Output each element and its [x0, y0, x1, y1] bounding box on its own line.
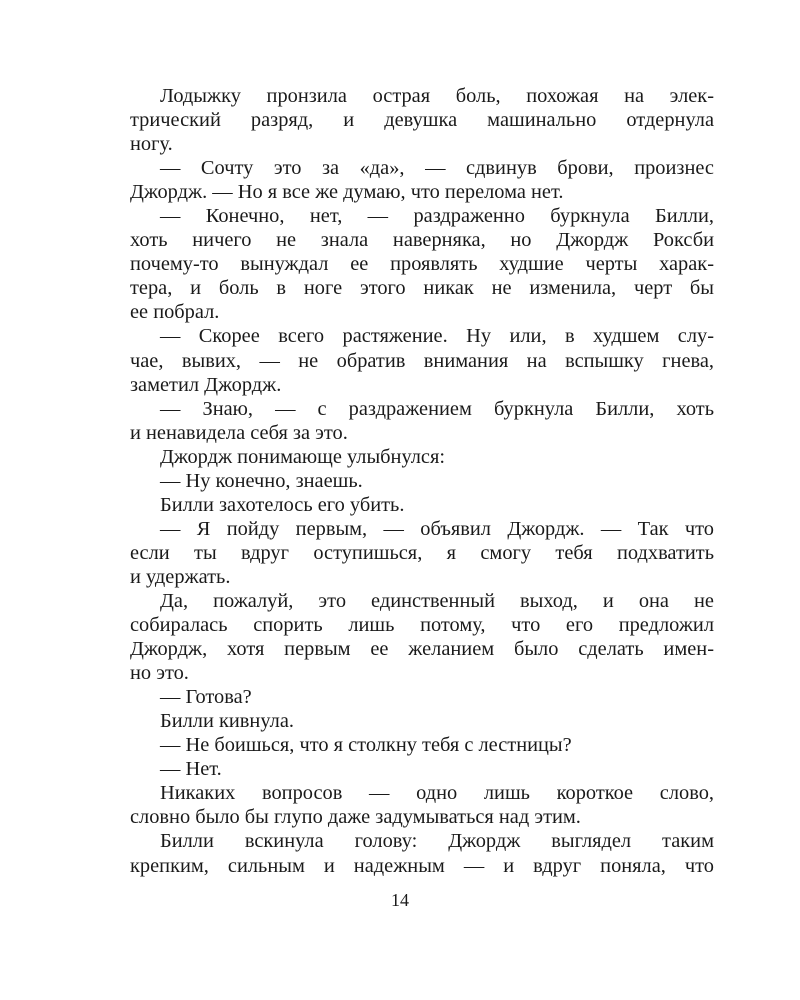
body-text — [130, 84, 714, 878]
text-line: Да, пожалуй, это единственный выход, и она не — [160, 589, 714, 612]
text-line: Джордж, хотя первым ее желанием было сделать имен- — [130, 638, 714, 661]
text-line: Джордж. — Но я все же думаю, что перелома нет. — [130, 181, 564, 204]
text-line: — Я пойду первым, — объявил Джордж. — Так что — [160, 517, 714, 540]
text-line: — Готова? — [160, 686, 252, 709]
text-line: но это. — [130, 662, 189, 685]
text-line: чае, вывих, — не обратив внимания на вспышку гнева, — [130, 349, 714, 372]
text-line: и удержать. — [130, 565, 231, 588]
text-line: трический разряд, и девушка машинально отдернула — [130, 109, 714, 132]
text-line: крепким, сильным и надежным — и вдруг поняла, что — [130, 854, 714, 877]
text-line: почему-то вынуждал ее проявлять худшие черты харак- — [130, 253, 714, 276]
text-line: собиралась спорить лишь потому, что его предложил — [130, 614, 714, 637]
text-line: — Скорее всего растяжение. Ну или, в худшем слу- — [160, 325, 714, 348]
text-line: — Конечно, нет, — раздраженно буркнула Билли, — [160, 205, 714, 228]
text-line: Лодыжку пронзила острая боль, похожая на элек- — [160, 85, 714, 107]
text-line: — Сочту это за «да», — сдвинув брови, произнес — [160, 157, 714, 180]
text-line: — Ну конечно, знаешь. — [160, 469, 363, 492]
text-line: тера, и боль в ноге этого никак не изменила, черт бы — [130, 277, 714, 300]
text-line: Билли кивнула. — [160, 710, 294, 733]
page-number: 14 — [391, 890, 409, 910]
text-line: заметил Джордж. — [130, 373, 282, 396]
text-line: ногу. — [130, 133, 173, 156]
text-line: и ненавидела себя за это. — [130, 421, 348, 444]
text-line: — Не боишься, что я столкну тебя с лестницы? — [160, 734, 572, 757]
text-line: словно было бы глупо даже задумываться над этим. — [130, 806, 581, 829]
text-line: ее побрал. — [130, 301, 220, 324]
text-line: Билли вскинула голову: Джордж выглядел таким — [160, 830, 714, 853]
text-line: если ты вдруг оступишься, я смогу тебя подхватить — [130, 541, 714, 564]
text-line: Джордж понимающе улыбнулся: — [160, 445, 446, 468]
text-line: Билли захотелось его убить. — [160, 493, 405, 516]
text-line: — Знаю, — с раздражением буркнула Билли, хоть — [160, 397, 714, 420]
text-line: Никаких вопросов — одно лишь короткое слово, — [160, 782, 714, 805]
text-line: хоть ничего не знала наверняка, но Джордж Роксби — [130, 229, 714, 252]
text-line: — Нет. — [160, 758, 222, 781]
